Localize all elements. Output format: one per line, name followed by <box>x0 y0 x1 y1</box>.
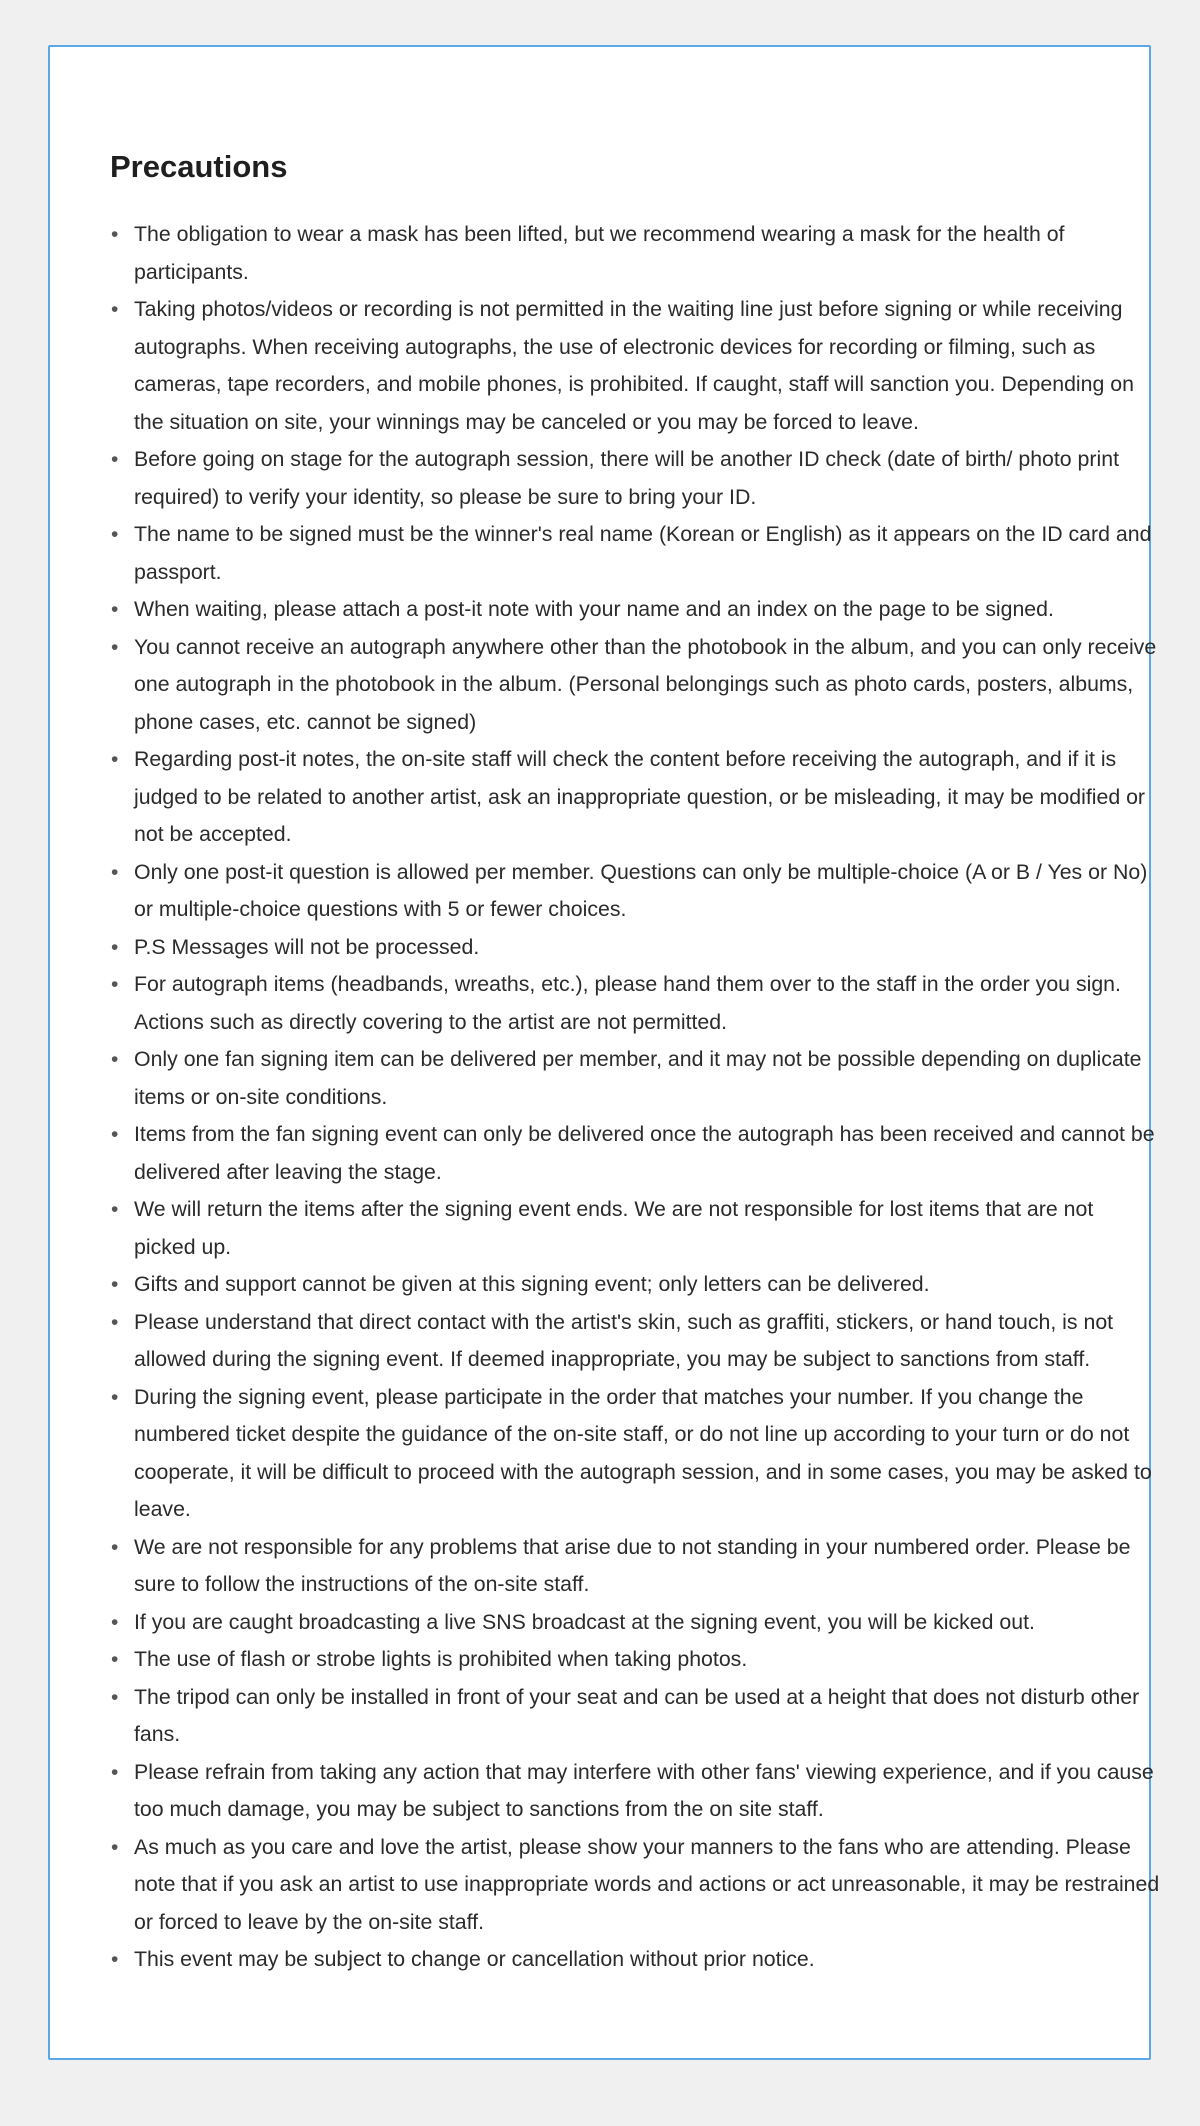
list-item-text: Taking photos/videos or recording is not permitted in the waiting line just before signing or while receiving autographs. When receiving autographs, the use of electronic devices for recording or filming, such as cameras, tape recorders, and mobile phones, is prohibited. If caught, staff will sanction you. Depending on the situation on site, your winnings may be canceled or you may be forced to leave. <box>134 297 1134 434</box>
bullet-icon: • <box>111 448 119 471</box>
bullet-icon: • <box>111 1310 119 1334</box>
list-item-text: Please understand that direct contact with the artist's skin, such as graffiti, stickers, or hand touch, is not allowed during the signing event. If deemed inappropriate, you may be subject to sanctions from staff. <box>134 1309 1114 1371</box>
list-item <box>110 1191 1160 1266</box>
bullet-icon: • <box>111 1760 119 1784</box>
list-item-text: As much as you care and love the artist, please show your manners to the fans who are attending. Please note that if you ask an artist to use inappropriate words and actions or act unreasonable, it may be restrained or forced to leave by the on-site staff. <box>134 1834 1160 1934</box>
list-item <box>110 629 1160 742</box>
bullet-icon: • <box>111 860 119 884</box>
list-item <box>110 854 1160 929</box>
bullet-icon: • <box>111 523 119 546</box>
list-item <box>110 1529 1160 1604</box>
bullet-icon: • <box>111 1835 119 1859</box>
list-item-text: Items from the fan signing event can only be delivered once the autograph has been received and cannot be delivered after leaving the stage. <box>134 1122 1155 1184</box>
list-item <box>110 1116 1160 1191</box>
bullet-icon: • <box>111 973 119 996</box>
list-item <box>110 441 1160 516</box>
bullet-icon: • <box>111 1048 119 1071</box>
bullet-icon: • <box>111 1535 119 1559</box>
list-item-text: Regarding post-it notes, the on-site staff will check the content before receiving the autograph, and if it is judged to be related to another artist, ask an inappropriate question, or be misleading, it may be modified or not be accepted. <box>134 747 1146 846</box>
list-item-text: If you are caught broadcasting a live SNS broadcast at the signing event, you will be kicked out. <box>134 1609 1035 1634</box>
list-item-text: Please refrain from taking any action that may interfere with other fans' viewing experience, and if you cause too much damage, you may be subject to sanctions from the on site staff. <box>134 1759 1154 1821</box>
bullet-icon: • <box>111 635 119 659</box>
list-item <box>110 1041 1160 1116</box>
bullet-icon: • <box>111 598 119 621</box>
bullet-icon: • <box>111 223 119 246</box>
list-item <box>110 966 1160 1041</box>
list-item-text: The name to be signed must be the winner's real name (Korean or English) as it appears on the ID card and passport. <box>134 522 1152 584</box>
list-item <box>110 1941 1160 1979</box>
list-item <box>110 741 1160 854</box>
list-item-text: During the signing event, please participate in the order that matches your number. If you change the numbered ticket despite the guidance of the on-site staff, or do not line up according to your turn or do not cooperate, it will be difficult to proceed with the autograph session, and in some cases, you may be asked to leave. <box>134 1384 1152 1521</box>
list-item-text: We are not responsible for any problems that arise due to not standing in your numbered order. Please be sure to follow the instructions of the on-site staff. <box>134 1534 1131 1596</box>
list-item <box>110 1604 1160 1642</box>
list-item <box>110 516 1160 591</box>
list-item-text: Only one post-it question is allowed per member. Questions can only be multiple-choice (A or B / Yes or No) or multiple-choice questions with 5 or fewer choices. <box>134 859 1148 921</box>
precautions-list <box>110 216 1160 1979</box>
bullet-icon: • <box>111 748 119 771</box>
list-item-text: Before going on stage for the autograph session, there will be another ID check (date of birth/ photo print required) to verify your identity, so please be sure to bring your ID. <box>134 447 1119 509</box>
section-title: Precautions <box>110 149 288 184</box>
list-item-text: The use of flash or strobe lights is prohibited when taking photos. <box>134 1647 748 1671</box>
bullet-icon: • <box>111 1948 119 1971</box>
bullet-icon: • <box>111 1198 119 1221</box>
list-item <box>110 1266 1160 1304</box>
bullet-icon: • <box>111 1648 119 1671</box>
list-item <box>110 1641 1160 1679</box>
list-item <box>110 1379 1160 1529</box>
list-item-text: You cannot receive an autograph anywhere other than the photobook in the album, and you can only receive one autograph in the photobook in the album. (Personal belongings such as photo cards, posters, albums, phone cases, etc. cannot be signed) <box>134 634 1157 734</box>
bullet-icon: • <box>111 1610 119 1634</box>
list-item <box>110 216 1160 291</box>
bullet-icon: • <box>111 298 119 321</box>
list-item-text: For autograph items (headbands, wreaths, etc.), please hand them over to the staff in the order you sign. Actions such as directly covering to the artist are not permitted. <box>134 972 1121 1034</box>
list-item <box>110 1754 1160 1829</box>
precautions-card <box>48 45 1160 2060</box>
list-item-text: P.S Messages will not be processed. <box>134 934 480 959</box>
list-item-text: When waiting, please attach a post-it note with your name and an index on the page to be signed. <box>134 597 1054 621</box>
bullet-icon: • <box>111 935 119 959</box>
list-item-text: Only one fan signing item can be delivered per member, and it may not be possible depending on duplicate items or on-site conditions. <box>134 1047 1142 1109</box>
bullet-icon: • <box>111 1385 119 1409</box>
list-item <box>110 291 1160 441</box>
list-item-text: Gifts and support cannot be given at this signing event; only letters can be delivered. <box>134 1272 930 1296</box>
list-item <box>110 1829 1160 1942</box>
list-item <box>110 929 1160 967</box>
list-item <box>110 1304 1160 1379</box>
bullet-icon: • <box>111 1685 119 1709</box>
list-item-text: The tripod can only be installed in front of your seat and can be used at a height that does not disturb other fans. <box>134 1684 1140 1746</box>
list-item <box>110 591 1160 629</box>
bullet-icon: • <box>111 1273 119 1296</box>
bullet-icon: • <box>111 1123 119 1146</box>
list-item <box>110 1679 1160 1754</box>
list-item-text: This event may be subject to change or cancellation without prior notice. <box>134 1947 815 1971</box>
list-item-text: We will return the items after the signing event ends. We are not responsible for lost items that are not picked up. <box>134 1197 1094 1259</box>
list-item-text: The obligation to wear a mask has been lifted, but we recommend wearing a mask for the health of participants. <box>134 222 1065 284</box>
